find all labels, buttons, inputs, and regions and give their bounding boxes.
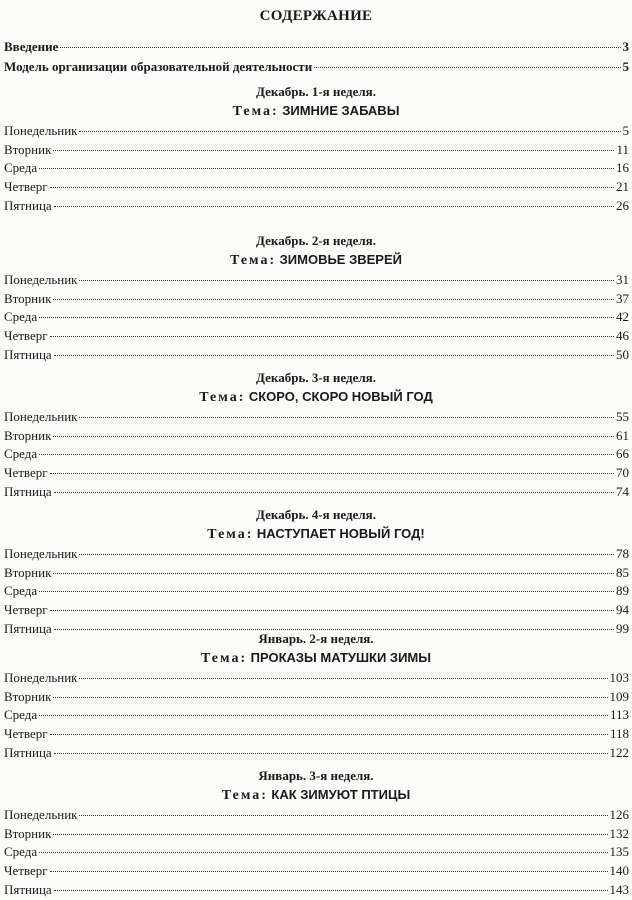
toc-entry-label: Вторник <box>4 564 52 580</box>
toc-entry-day <box>4 564 629 582</box>
toc-entry-label: Понедельник <box>4 123 78 138</box>
toc-entry-label: Среда <box>4 446 38 462</box>
toc-entry-page: 11 <box>616 141 629 157</box>
theme-prefix: Тема: <box>221 788 268 803</box>
toc-entry-label: Среда <box>4 160 38 176</box>
toc-entry-label: Пятница <box>4 346 52 362</box>
theme-heading <box>0 251 632 270</box>
toc-entry-day <box>4 706 629 724</box>
theme-prefix: Тема: <box>230 253 277 268</box>
dot-leader <box>53 834 607 835</box>
toc-entry-day <box>4 582 629 600</box>
toc-entry-day <box>4 408 629 426</box>
toc-entry-page: 46 <box>616 328 629 344</box>
toc-entry-day <box>4 545 629 563</box>
toc-entry-page: 5 <box>622 123 629 138</box>
toc-entry-label: Среда <box>4 707 38 723</box>
theme-heading <box>0 525 632 544</box>
toc-entry-page: 122 <box>609 744 629 760</box>
toc-entry-label: Четверг <box>4 465 48 481</box>
dot-leader <box>50 473 614 474</box>
toc-entry-day <box>4 427 629 445</box>
theme-prefix: Тема: <box>201 651 248 666</box>
toc-entry-page: 135 <box>609 844 629 860</box>
toc-entry-page: 31 <box>616 272 629 287</box>
toc-entry-label: Четверг <box>4 179 48 195</box>
toc-entry-label: Понедельник <box>4 546 78 561</box>
toc-entry-page: 37 <box>616 290 629 306</box>
theme-heading <box>0 102 632 121</box>
toc-entry-page: 78 <box>616 546 629 561</box>
toc-entry-model <box>4 58 629 76</box>
toc-entry-day <box>4 601 629 619</box>
toc-entry-page: 74 <box>616 483 629 499</box>
toc-entry-label: Пятница <box>4 620 52 636</box>
toc-entry-day <box>4 290 629 308</box>
toc-entry-label: Пятница <box>4 881 52 897</box>
toc-entry-day <box>4 141 629 159</box>
dot-leader <box>39 715 608 716</box>
toc-entry-day <box>4 327 629 345</box>
toc-entry-page: 113 <box>609 707 629 723</box>
dot-leader <box>53 573 614 574</box>
toc-entry-page: 66 <box>616 446 629 462</box>
toc-entry-day <box>4 483 629 501</box>
toc-entry-day <box>4 346 629 364</box>
theme-prefix: Тема: <box>199 390 246 405</box>
toc-entry-page: 118 <box>609 726 629 742</box>
theme-name: ЗИМНИЕ ЗАБАВЫ <box>282 103 400 118</box>
toc-entry-label: Четверг <box>4 328 48 344</box>
theme-name: НАСТУПАЕТ НОВЫЙ ГОД! <box>256 526 425 541</box>
dot-leader <box>39 454 614 455</box>
toc-entry-label: Понедельник <box>4 409 78 424</box>
toc-entry-day <box>4 881 629 899</box>
week-heading: Декабрь. 2-я неделя. <box>256 233 376 248</box>
dot-leader <box>54 492 614 493</box>
week-heading: Январь. 3-я неделя. <box>258 768 374 783</box>
toc-entry-page: 21 <box>616 179 629 195</box>
toc-entry-day <box>4 843 629 861</box>
toc-entry-label: Пятница <box>4 197 52 213</box>
dot-leader <box>54 753 608 754</box>
toc-entry-day <box>4 669 629 687</box>
theme-name: ЗИМОВЬЕ ЗВЕРЕЙ <box>279 252 402 267</box>
toc-entry-day <box>4 825 629 843</box>
week-heading: Декабрь. 3-я неделя. <box>256 370 376 385</box>
toc-entry-day <box>4 725 629 743</box>
toc-entry-page: 55 <box>616 409 629 424</box>
toc-entry-label: Введение <box>4 39 59 54</box>
dot-leader <box>79 678 607 679</box>
dot-leader <box>60 47 620 48</box>
dot-leader <box>54 629 614 630</box>
toc-entry-label: Пятница <box>4 744 52 760</box>
toc-entry-label: Среда <box>4 309 38 325</box>
dot-leader <box>54 890 608 891</box>
toc-entry-day <box>4 308 629 326</box>
toc-entry-label: Четверг <box>4 863 48 879</box>
toc-entry-page: 3 <box>622 39 629 54</box>
toc-entry-page: 103 <box>609 670 629 685</box>
dot-leader <box>50 336 614 337</box>
theme-heading <box>0 649 632 668</box>
dot-leader <box>53 436 614 437</box>
toc-entry-label: Понедельник <box>4 272 78 287</box>
toc-entry-intro <box>4 38 629 56</box>
toc-entry-day <box>4 159 629 177</box>
toc-entry-day <box>4 744 629 762</box>
week-heading: Январь. 2-я неделя. <box>258 631 374 646</box>
toc-entry-label: Четверг <box>4 602 48 618</box>
dot-leader <box>314 67 620 68</box>
toc-entry-label: Вторник <box>4 688 52 704</box>
theme-heading <box>0 388 632 407</box>
dot-leader <box>39 852 607 853</box>
dot-leader <box>53 150 614 151</box>
toc-entry-page: 26 <box>616 197 629 213</box>
toc-entry-day <box>4 806 629 824</box>
toc-entry-day <box>4 271 629 289</box>
toc-entry-label: Среда <box>4 583 38 599</box>
toc-entry-page: 140 <box>609 863 629 879</box>
toc-entry-page: 94 <box>616 602 629 618</box>
toc-entry-label: Модель организации образовательной деятельности <box>4 59 313 74</box>
toc-entry-label: Понедельник <box>4 807 78 822</box>
toc-entry-day <box>4 178 629 196</box>
toc-entry-label: Понедельник <box>4 670 78 685</box>
toc-entry-day <box>4 122 629 140</box>
dot-leader <box>50 871 608 872</box>
theme-name: СКОРО, СКОРО НОВЫЙ ГОД <box>248 389 433 404</box>
toc-entry-label: Среда <box>4 844 38 860</box>
week-heading: Декабрь. 4-я неделя. <box>256 507 376 522</box>
week-heading: Декабрь. 1-я неделя. <box>256 84 376 99</box>
toc-entry-page: 5 <box>622 59 629 74</box>
toc-entry-day <box>4 445 629 463</box>
toc-entry-page: 109 <box>609 688 629 704</box>
toc-entry-page: 126 <box>609 807 629 822</box>
toc-entry-day <box>4 688 629 706</box>
dot-leader <box>54 355 614 356</box>
dot-leader <box>79 417 614 418</box>
toc-entry-page: 16 <box>616 160 629 176</box>
toc-entry-page: 85 <box>616 564 629 580</box>
toc-entry-page: 99 <box>616 620 629 636</box>
dot-leader <box>39 317 614 318</box>
toc-entry-page: 143 <box>609 881 629 897</box>
page-title: СОДЕРЖАНИЕ <box>259 8 373 24</box>
dot-leader <box>79 815 607 816</box>
toc-entry-label: Вторник <box>4 427 52 443</box>
toc-entry-label: Пятница <box>4 483 52 499</box>
dot-leader <box>79 131 620 132</box>
toc-entry-day <box>4 197 629 215</box>
theme-prefix: Тема: <box>232 104 279 119</box>
dot-leader <box>50 610 614 611</box>
toc-entry-label: Вторник <box>4 290 52 306</box>
dot-leader <box>50 734 608 735</box>
dot-leader <box>54 206 614 207</box>
theme-name: КАК ЗИМУЮТ ПТИЦЫ <box>271 787 411 802</box>
toc-entry-page: 70 <box>616 465 629 481</box>
toc-entry-page: 42 <box>616 309 629 325</box>
toc-entry-label: Вторник <box>4 825 52 841</box>
dot-leader <box>79 554 614 555</box>
toc-entry-page: 132 <box>609 825 629 841</box>
theme-name: ПРОКАЗЫ МАТУШКИ ЗИМЫ <box>250 650 431 665</box>
theme-heading <box>0 786 632 805</box>
dot-leader <box>39 591 614 592</box>
dot-leader <box>50 187 614 188</box>
toc-entry-page: 61 <box>616 427 629 443</box>
toc-entry-page: 50 <box>616 346 629 362</box>
toc-entry-day <box>4 862 629 880</box>
dot-leader <box>53 299 614 300</box>
dot-leader <box>39 168 614 169</box>
toc-entry-day <box>4 464 629 482</box>
toc-entry-label: Вторник <box>4 141 52 157</box>
toc-entry-label: Четверг <box>4 726 48 742</box>
dot-leader <box>53 697 607 698</box>
theme-prefix: Тема: <box>207 527 254 542</box>
toc-entry-page: 89 <box>616 583 629 599</box>
dot-leader <box>79 280 614 281</box>
